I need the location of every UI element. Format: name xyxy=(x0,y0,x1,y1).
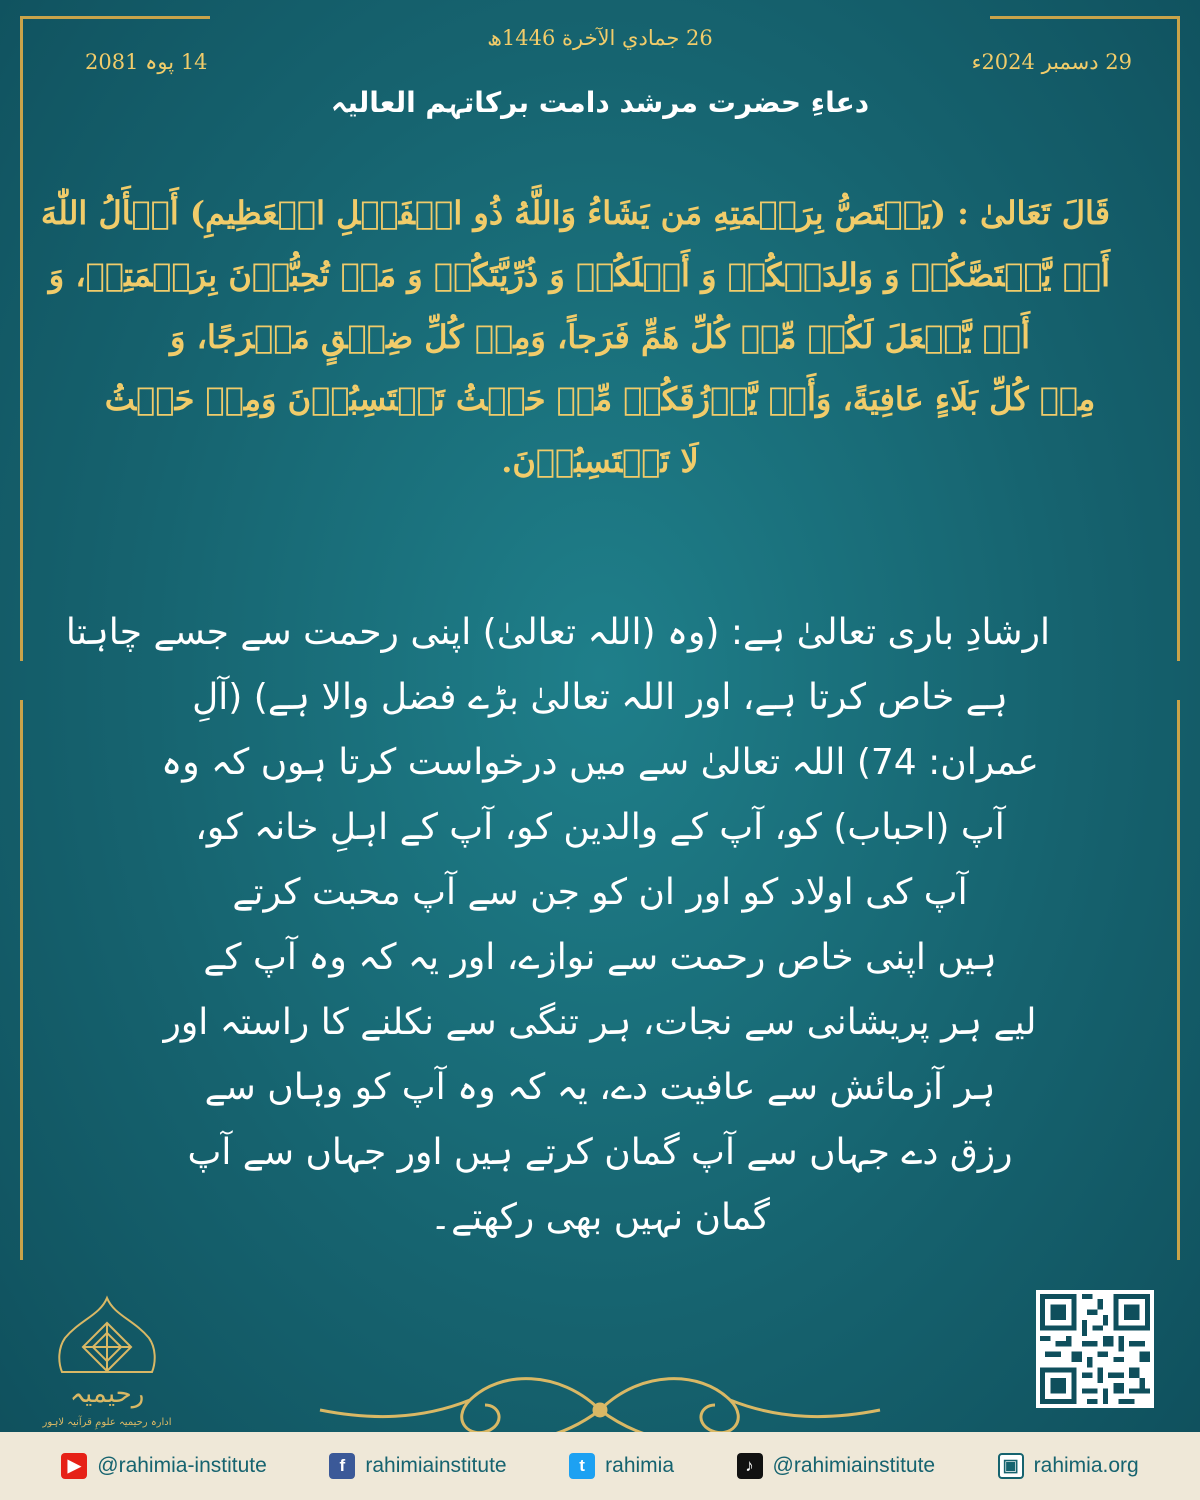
arabic-line: مِنۡ کُلِّ بَلَاءٍ عَافِیَةً، وَأَنۡ یَّرۡزُقَکُمۡ مِّنۡ حَیۡثُ تَحۡتَسِبُوۡنَ وَمِنۡ حَیۡثُ xyxy=(104,380,1096,418)
page-title: دعاءِ حضرت مرشد دامت برکاتہم العالیہ xyxy=(330,86,870,119)
facebook-icon: f xyxy=(329,1453,355,1479)
urdu-line: ہیں اپنی خاص رحمت سے نوازے، اور یہ کہ وہ آپ کے xyxy=(203,937,997,978)
frame-line-right-lower xyxy=(1177,700,1180,1260)
social-footer xyxy=(0,1432,1200,1500)
urdu-line: آپ کی اولاد کو اور ان کو جن سے آپ محبت کرتے xyxy=(232,872,968,913)
tiktok-link[interactable] xyxy=(737,1453,936,1479)
twitter-link[interactable] xyxy=(569,1453,674,1479)
qr-code[interactable] xyxy=(1036,1290,1154,1408)
arabic-line: لَا تَحۡتَسِبُوۡنَ. xyxy=(501,442,699,480)
urdu-translation xyxy=(65,600,1050,1250)
gregorian-date: 29 دسمبر 2024ء xyxy=(971,50,1132,74)
urdu-line: رزق دے جہاں سے آپ گمان کرتے ہیں اور جہاں سے آپ xyxy=(187,1132,1013,1173)
tiktok-icon: ♪ xyxy=(737,1453,763,1479)
arabic-line: أَنۡ یَّجۡعَلَ لَکُمۡ مِّنۡ کُلِّ هَمٍّ فَرَجاً، وَمِنۡ کُلِّ ضِیۡقٍ مَخۡرَجًا، وَ xyxy=(170,318,1030,356)
frame-line-left-lower xyxy=(20,700,23,1260)
tiktok-handle: @rahimiainstitute xyxy=(772,1454,936,1477)
facebook-link[interactable] xyxy=(329,1453,506,1479)
arabic-prayer xyxy=(40,182,1110,492)
twitter-handle: rahimia xyxy=(605,1454,674,1477)
logo-name: رحیمیہ xyxy=(69,1379,145,1409)
youtube-link[interactable] xyxy=(61,1453,267,1479)
urdu-line: گمان نہیں بھی رکھتے۔ xyxy=(430,1197,770,1238)
urdu-line: ارشادِ باری تعالیٰ ہے: (وہ (اللہ تعالیٰ) اپنی رحمت سے جسے چاہتا xyxy=(65,612,1050,653)
youtube-icon: ▶ xyxy=(61,1453,87,1479)
arabic-line: قَالَ تَعَالیٰ : (یَخۡتَصُّ بِرَحۡمَتِهِ مَن یَشَاءُ وَاللَّهُ ذُو الۡفَضۡلِ الۡعَظِیمِ) أَسۡأَلُ اللّٰهَ xyxy=(40,194,1110,232)
twitter-icon: t xyxy=(569,1453,595,1479)
youtube-handle: @rahimia-institute xyxy=(97,1454,267,1477)
urdu-line: لیے ہر پریشانی سے نجات، ہر تنگی سے نکلنے کا راستہ اور xyxy=(163,1002,1037,1043)
urdu-line: آپ (احباب) کو، آپ کے والدین کو، آپ کے اہلِ خانہ کو، xyxy=(195,807,1005,848)
website-url: rahimia.org xyxy=(1033,1454,1139,1477)
hijri-date: 26 جمادي الآخرة 1446ھ xyxy=(487,26,713,50)
urdu-line: ہر آزمائش سے عافیت دے، یہ کہ وہ آپ کو وہاں سے xyxy=(204,1067,996,1108)
arabic-line: أَنۡ یَّخۡتَصَّکُمۡ وَ وَالِدَیۡکُمۡ وَ أَهۡلَکُمۡ وَ ذُرِّیَّتَکُمۡ وَ مَنۡ تُحِبُّوۡنَ بِرَحۡمَتِهٖ، وَ xyxy=(48,256,1110,294)
logo-subtitle: ادارہ رحیمیہ علومِ قرآنیہ لاہور xyxy=(42,1417,172,1428)
bikrami-date: 14 پوہ 2081 xyxy=(85,50,208,74)
urdu-line: عمران: 74) اللہ تعالیٰ سے میں درخواست کرتا ہوں کہ وہ xyxy=(161,742,1039,783)
urdu-line: ہے خاص کرتا ہے، اور اللہ تعالیٰ بڑے فضل والا ہے) (آلِ xyxy=(192,677,1008,718)
frame-line-top-right xyxy=(990,16,1180,19)
facebook-handle: rahimiainstitute xyxy=(365,1454,507,1477)
frame-line-top-left xyxy=(20,16,210,19)
website-link[interactable] xyxy=(998,1453,1139,1479)
rahimia-logo xyxy=(40,1290,175,1440)
website-icon: ▣ xyxy=(998,1453,1024,1479)
